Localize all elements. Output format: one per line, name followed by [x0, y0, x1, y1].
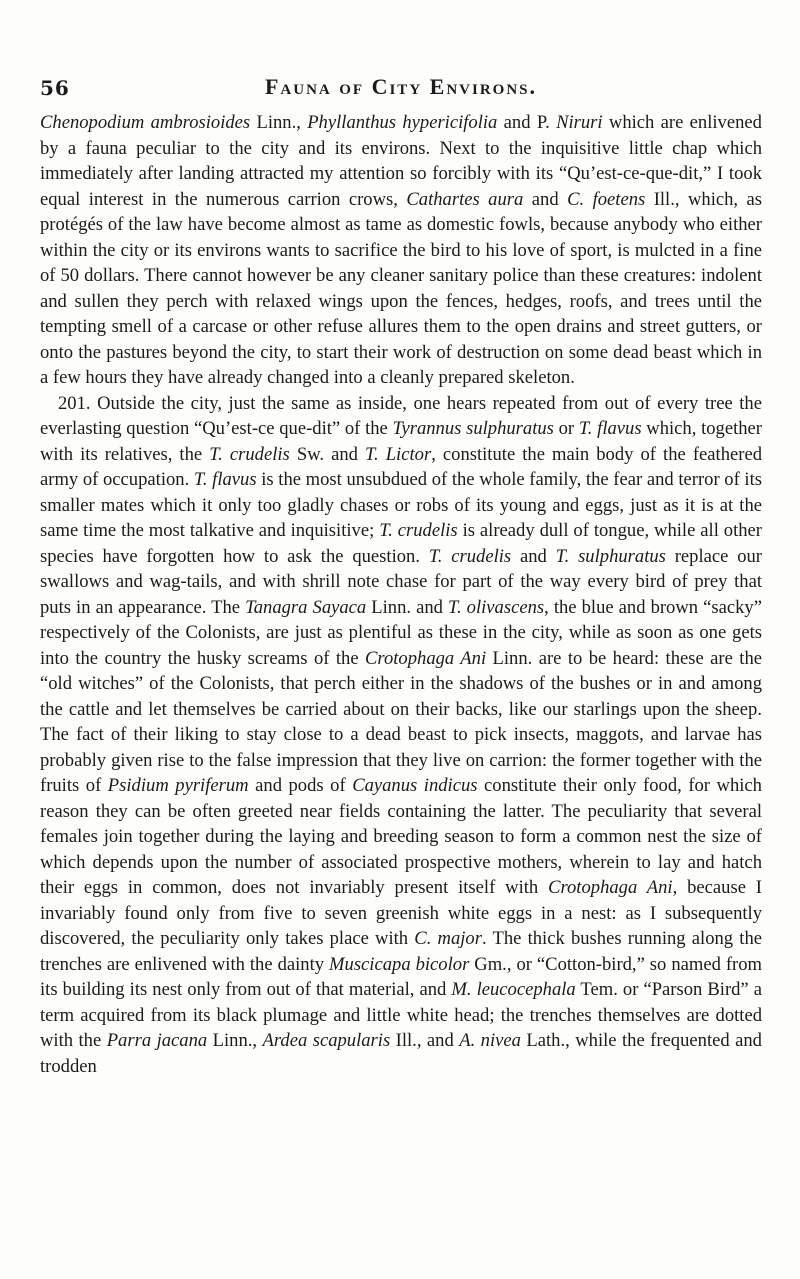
text-run: replace our swallows and wag-tails, and with shrill note chase for part of the way every bird of prey that puts in an appearance. The	[40, 545, 762, 618]
species-name: Tanagra Sayaca	[245, 596, 367, 618]
book-page	[40, 64, 762, 1079]
text-run: Lath., while the frequented and trodden	[40, 1030, 762, 1077]
species-name: Tyrannus sulphuratus	[392, 418, 554, 439]
paragraph-201	[40, 391, 762, 1080]
text-run: Linn. are to be heard: these are the “old witches” of the Colonists, that perch either in the shadows of the bushes or in and among the cattle and let themselves be carried about on their backs, like our starlings upon the sheep. The fact of their liking to stay close to a dead beast to pick insects, maggots, and larvae has probably given rise to the false impression that they live on carrion: the former together with the fruits of	[40, 647, 762, 796]
text-run: , the blue and brown “sacky” respectively of the Colonists, are just as plentiful as these in the city, while as soon as one gets into the country the husky screams of the	[40, 596, 762, 669]
text-run: Gm., or “Cotton-bird,” so named from its building its nest only from out of that material, and	[40, 953, 763, 1000]
text-run: Ill., which, as protégés of the law have become almost as tame as domestic fowls, because anybody who either within the city or its environs wants to sacrifice the bird to his love of sport, is mulcted in a fine of 50 dollars. There cannot however be any cleaner sanitary police than these creatures: indolent and sullen they perch with relaxed wings upon the fences, hedges, roofs, and trees until the tempting smell of a carcase or other refuse allures them to the open drains and street gutters, or onto the pastures beyond the city, to start their work of destruction on some dead beast which in a few hours they have already changed into a cleanly prepared skeleton.	[40, 188, 763, 388]
species-name: Chenopodium ambrosioides	[40, 112, 251, 133]
text-run: which, together with its relatives, the	[40, 418, 762, 465]
text-run: constitute their only food, for which reason they can be often greeted near fields containing the latter. The peculiarity that several females join together during the laying and breeding season to form a common nest the size of which depends upon the number of associated prospective mothers, wherein to lay and hatch their eggs in common, does not invariably present itself with	[40, 775, 762, 898]
species-name: T. flavus	[193, 469, 257, 490]
text-run: , constitute the main body of the feathered army of occupation.	[40, 443, 762, 490]
running-head	[40, 64, 762, 110]
species-name: Cathartes aura	[406, 188, 524, 210]
species-name: Psidium pyriferum	[107, 775, 249, 796]
text-run: and	[523, 188, 568, 210]
paragraph-continued	[40, 110, 762, 391]
species-name: Cayanus indicus	[352, 775, 478, 796]
species-name: Niruri	[556, 112, 603, 133]
text-run: Tem. or “Parson Bird” a term acquired from its black plumage and little white head; the trenches themselves are dotted with the	[40, 979, 762, 1051]
text-run: which are enlivened by a fauna peculiar to the city and its environs. Next to the inquisitive little chap which immediately after landing attracted my attention so forcibly with its “Qu’est-ce-que-dit,” I took equal interest in the numerous carrion crows,	[40, 112, 762, 210]
text-run: Ill., and	[390, 1030, 460, 1051]
species-name: T. sulphuratus	[555, 545, 666, 567]
species-name: Crotophaga Ani	[365, 647, 487, 669]
species-name: C. major	[414, 928, 482, 949]
text-run: Linn. and	[366, 596, 448, 618]
text-run: is already dull of tongue, while all other species have forgotten how to ask the question.	[40, 520, 762, 567]
page-number: 56	[40, 76, 70, 100]
species-name: T. crudelis	[209, 443, 290, 465]
species-name: T. crudelis	[428, 545, 512, 567]
species-name: Muscicapa bicolor	[329, 953, 470, 975]
species-name: C. foetens	[567, 188, 646, 210]
text-run: . The thick bushes running along the trenches are enlivened with the dainty	[40, 928, 762, 975]
species-name: T. Lictor	[365, 443, 432, 465]
species-name: Phyllanthus hypericifolia	[307, 112, 498, 133]
species-name: A. nivea	[459, 1030, 521, 1051]
text-run: and pods of	[248, 775, 353, 796]
species-name: T. flavus	[578, 418, 642, 439]
text-run: and P.	[497, 112, 557, 133]
species-name: Ardea scapularis	[262, 1030, 391, 1051]
species-name: Parra jacana	[106, 1030, 208, 1051]
species-name: M. leucocephala	[451, 979, 576, 1000]
species-name: T. crudelis	[379, 520, 458, 541]
text-run: and	[511, 545, 556, 567]
text-run: Linn.,	[207, 1030, 263, 1051]
text-run: or	[553, 418, 579, 439]
text-run: , because I invariably found only from five to seven greenish white eggs in a nest: as I subsequently discovered, the peculiarity only takes place with	[40, 877, 763, 949]
species-name: Crotophaga Ani	[548, 877, 673, 898]
species-name: T. olivascens	[448, 596, 545, 618]
text-run: is the most unsubdued of the whole family, the fear and terror of its smaller mates which it only too gladly chases or robs of its young and eggs, just as it is at the same time the most talkative and inquisitive;	[40, 469, 762, 541]
text-run: Linn.,	[250, 112, 308, 133]
text-run: 201. Outside the city, just the same as inside, one hears repeated from out of every tree the everlasting question “Qu’est-ce que-dit” of the	[40, 392, 762, 439]
text-run: Sw. and	[289, 443, 366, 465]
body-text	[40, 110, 762, 1079]
running-title: Fauna of City Environs.	[264, 74, 537, 99]
